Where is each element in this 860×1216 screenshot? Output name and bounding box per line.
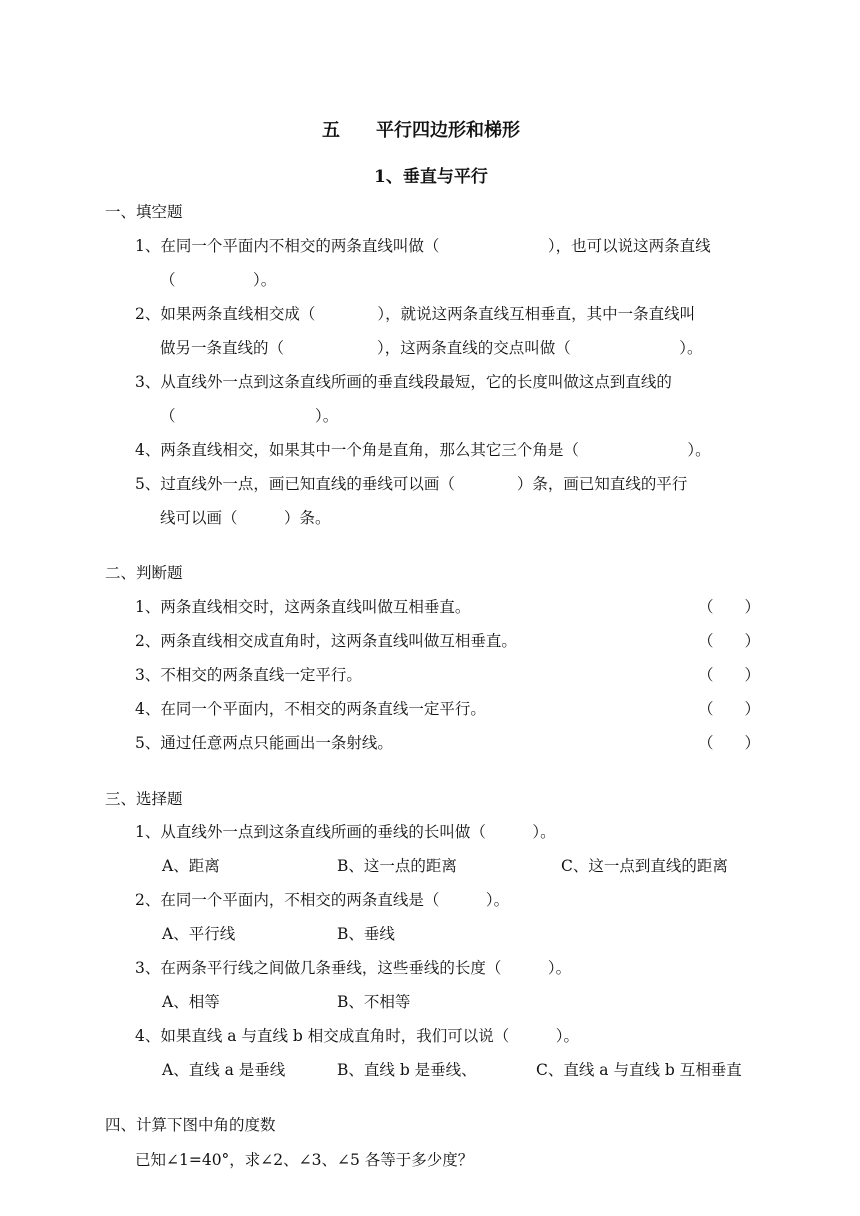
true-false-item: 4、在同一个平面内，不相交的两条直线一定平行。 (135, 700, 486, 718)
choice-option[interactable]: A、距离 (162, 857, 220, 875)
choice-option[interactable]: C、直线 a 与直线 b 互相垂直 (536, 1061, 742, 1079)
page-subtitle: 1、垂直与平行 (374, 167, 488, 187)
choice-question: 2、在同一个平面内，不相交的两条直线是（ ）。 (135, 891, 510, 909)
fill-blank-line: 线可以画（ ）条。 (160, 509, 331, 527)
fill-blank-line: （ ）。 (160, 271, 277, 289)
page-title: 五 平行四边形和梯形 (322, 120, 520, 141)
calculation-prompt: 已知∠1=40°，求∠2、∠3、∠5 各等于多少度？ (135, 1151, 474, 1169)
section-heading-calculation: 四、计算下图中角的度数 (105, 1116, 276, 1134)
choice-option[interactable]: C、这一点到直线的距离 (561, 857, 728, 875)
answer-bracket[interactable]: （ ） (698, 632, 761, 650)
choice-option[interactable]: A、平行线 (162, 925, 236, 943)
true-false-item: 1、两条直线相交时，这两条直线叫做互相垂直。 (135, 598, 471, 616)
choice-question: 3、在两条平行线之间做几条垂线，这些垂线的长度（ ）。 (135, 959, 572, 977)
fill-blank-line: 3、从直线外一点到这条直线所画的垂直线段最短，它的长度叫做这点到直线的 (135, 373, 672, 391)
fill-blank-line: 2、如果两条直线相交成（ ），就说这两条直线互相垂直，其中一条直线叫 (135, 305, 696, 323)
section-heading-multiple-choice: 三、选择题 (105, 790, 183, 808)
choice-option[interactable]: B、不相等 (337, 993, 411, 1011)
choice-option[interactable]: B、垂线 (337, 925, 395, 943)
true-false-item: 3、不相交的两条直线一定平行。 (135, 666, 362, 684)
choice-option[interactable]: A、相等 (162, 993, 220, 1011)
answer-bracket[interactable]: （ ） (698, 598, 761, 616)
choice-option[interactable]: B、直线 b 是垂线、 (337, 1061, 477, 1079)
section-heading-true-false: 二、判断题 (105, 564, 183, 582)
choice-option[interactable]: B、这一点的距离 (337, 857, 457, 875)
fill-blank-line: 4、两条直线相交，如果其中一个角是直角，那么其它三个角是（ ）。 (135, 441, 711, 459)
choice-option[interactable]: A、直线 a 是垂线 (162, 1061, 286, 1079)
answer-bracket[interactable]: （ ） (698, 666, 761, 684)
choice-question: 4、如果直线 a 与直线 b 相交成直角时，我们可以说（ ）。 (135, 1027, 579, 1045)
fill-blank-line: 做另一条直线的（ ），这两条直线的交点叫做（ ）。 (160, 339, 703, 357)
fill-blank-line: （ ）。 (160, 407, 339, 425)
section-heading-fill-blank: 一、填空题 (105, 203, 183, 221)
choice-question: 1、从直线外一点到这条直线所画的垂线的长叫做（ ）。 (135, 823, 556, 841)
true-false-item: 5、通过任意两点只能画出一条射线。 (135, 734, 393, 752)
fill-blank-line: 5、过直线外一点，画已知直线的垂线可以画（ ）条，画已知直线的平行 (135, 475, 688, 493)
answer-bracket[interactable]: （ ） (698, 700, 761, 718)
answer-bracket[interactable]: （ ） (698, 734, 761, 752)
true-false-item: 2、两条直线相交成直角时，这两条直线叫做互相垂直。 (135, 632, 517, 650)
fill-blank-line: 1、在同一个平面内不相交的两条直线叫做（ ），也可以说这两条直线 (135, 237, 711, 255)
